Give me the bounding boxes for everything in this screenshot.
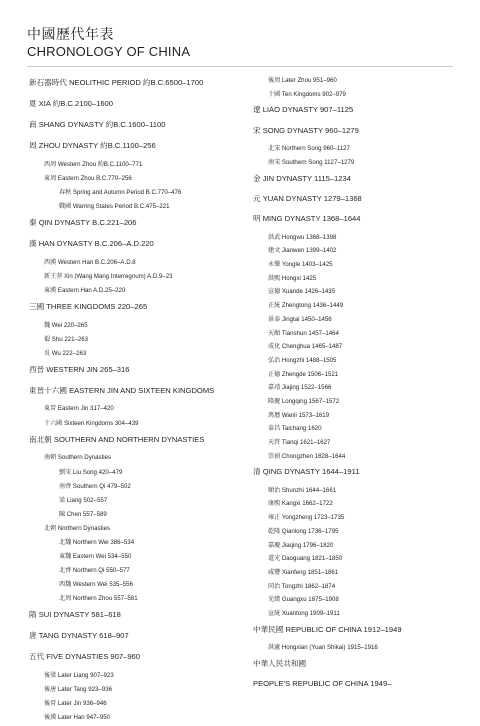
period-entry: 光緒 Guangxu 1875–1908 xyxy=(268,596,339,604)
period-entry: 吳 Wu 222–263 xyxy=(44,349,87,357)
period-entry: 後漢 Later Han 947–950 xyxy=(44,713,111,721)
period-entry: 順治 Shunzhi 1644–1661 xyxy=(268,486,337,494)
period-entry: 東魏 Eastern Wei 534–550 xyxy=(59,552,132,560)
dynasty-heading: 金 JIN DYNASTY 1115–1234 xyxy=(253,173,351,183)
period-entry: 正統 Zhengtong 1436–1449 xyxy=(268,302,344,310)
period-entry: 洪憲 Hongxian (Yuan Shikai) 1915–1916 xyxy=(268,644,378,652)
period-entry: 萬曆 Wanli 1573–1619 xyxy=(268,411,330,419)
period-entry: 戰國 Warring States Period B.C.475–221 xyxy=(59,202,170,210)
period-entry: 同治 Tongzhi 1862–1874 xyxy=(268,582,336,590)
period-entry: 雍正 Yongzheng 1723–1735 xyxy=(268,514,345,522)
dynasty-heading: 中華人民共和國 xyxy=(253,658,307,668)
dynasty-heading: 五代 FIVE DYNASTIES 907–960 xyxy=(29,651,140,661)
period-entry: 北朝 Northern Dynasties xyxy=(44,524,111,532)
period-entry: 道光 Daoguang 1821–1850 xyxy=(268,555,343,563)
dynasty-heading: 隋 SUI DYNASTY 581–618 xyxy=(29,609,121,619)
period-entry: 成化 Chenghua 1465–1487 xyxy=(268,343,343,351)
period-entry: 建文 Jianwen 1399–1402 xyxy=(268,247,337,255)
period-entry: 北宋 Northern Song 960–1127 xyxy=(268,145,350,153)
period-entry: 魏 Wei 220–265 xyxy=(44,321,88,329)
period-entry: 東周 Eastern Zhou B.C.770–256 xyxy=(44,174,132,182)
period-entry: 洪熙 Hongxi 1425 xyxy=(268,274,317,282)
period-entry: 蜀 Shu 221–263 xyxy=(44,335,89,343)
period-entry: 劉宋 Liu Song 420–479 xyxy=(59,468,123,476)
period-entry: 新王莽 Xin (Wang Mang Interregnum) A.D.9–23 xyxy=(44,272,173,280)
period-entry: 梁 Liang 502–557 xyxy=(59,496,108,504)
period-entry: 咸豐 Xianfeng 1851–1861 xyxy=(268,568,339,576)
dynasty-heading: 周 ZHOU DYNASTY 約B.C.1100–256 xyxy=(29,140,156,150)
dynasty-heading: 秦 QIN DYNASTY B.C.221–206 xyxy=(29,217,137,227)
period-entry: 南齊 Southern Qi 479–502 xyxy=(59,482,131,490)
chronology-left-column xyxy=(29,75,243,726)
dynasty-heading: 新石器時代 NEOLITHIC PERIOD 約B.C.6500–1700 xyxy=(29,78,204,87)
period-entry: 崇禎 Chongzhen 1628–1644 xyxy=(268,452,346,460)
period-entry: 正德 Zhengde 1506–1521 xyxy=(268,370,339,378)
title-divider xyxy=(27,66,453,67)
dynasty-heading: 漢 HAN DYNASTY B.C.206–A.D.220 xyxy=(29,238,154,248)
period-entry: 北齊 Northern Qi 550–577 xyxy=(59,566,130,574)
dynasty-heading: PEOPLE’S REPUBLIC OF CHINA 1949– xyxy=(253,679,392,689)
dynasty-heading: 中華民國 REPUBLIC OF CHINA 1912–1949 xyxy=(253,624,402,634)
period-entry: 北魏 Northern Wei 386–534 xyxy=(59,538,135,546)
period-entry: 東漢 Eastern Han A.D.25–220 xyxy=(44,286,126,294)
period-entry: 景泰 Jingtai 1450–1456 xyxy=(268,315,332,323)
dynasty-heading: 清 QING DYNASTY 1644–1911 xyxy=(253,467,360,477)
period-entry: 北周 Northern Zhou 557–581 xyxy=(59,594,138,602)
period-entry: 宣統 Xuantong 1909–1911 xyxy=(268,609,340,617)
period-entry: 春秋 Spring and Autumn Period B.C.770–476 xyxy=(59,188,182,196)
period-entry: 南朝 Southern Dynasties xyxy=(44,454,112,462)
period-entry: 西魏 Western Wei 535–556 xyxy=(59,580,133,588)
dynasty-heading: 元 YUAN DYNASTY 1279–1368 xyxy=(253,193,362,203)
period-entry: 康熙 Kangxi 1662–1722 xyxy=(268,500,333,508)
period-entry: 隆慶 Longqing 1567–1572 xyxy=(268,397,340,405)
page-title-chinese: 中國歷代年表 xyxy=(27,26,114,42)
dynasty-heading: 唐 TANG DYNASTY 618–907 xyxy=(29,630,129,640)
chronology-right-column xyxy=(253,75,473,697)
period-entry: 陳 Chen 557–589 xyxy=(59,510,107,518)
period-entry: 十六國 Sixteen Kingdoms 304–439 xyxy=(44,419,139,427)
period-entry: 後周 Later Zhou 951–960 xyxy=(268,77,337,84)
period-entry: 嘉靖 Jiajing 1522–1566 xyxy=(268,384,332,392)
period-entry: 弘治 Hongzhi 1488–1505 xyxy=(268,356,337,364)
dynasty-heading: 西晉 WESTERN JIN 265–316 xyxy=(29,364,130,374)
page-title-english: CHRONOLOGY OF CHINA xyxy=(27,44,191,59)
period-entry: 宣德 Xuande 1426–1435 xyxy=(268,288,336,296)
dynasty-heading: 三國 THREE KINGDOMS 220–265 xyxy=(29,301,148,311)
period-entry: 後唐 Later Tang 923–936 xyxy=(44,685,112,693)
dynasty-heading: 明 MING DYNASTY 1368–1644 xyxy=(253,214,361,224)
dynasty-heading: 宋 SONG DYNASTY 960–1279 xyxy=(253,125,359,135)
period-entry: 泰昌 Taichang 1620 xyxy=(268,425,322,433)
period-entry: 南宋 Southern Song 1127–1279 xyxy=(268,158,355,166)
dynasty-heading: 東晉十六國 EASTERN JIN AND SIXTEEN KINGDOMS xyxy=(29,385,215,395)
period-entry: 嘉慶 Jiaqing 1796–1820 xyxy=(268,541,334,549)
period-entry: 天啓 Tianqi 1621–1627 xyxy=(268,439,331,447)
period-entry: 十國 Ten Kingdoms 902–979 xyxy=(268,90,346,98)
dynasty-heading: 遼 LIAO DYNASTY 907–1125 xyxy=(253,105,354,115)
period-entry: 西周 Western Zhou 約B.C.1100–771 xyxy=(44,160,143,168)
period-entry: 永樂 Yongle 1403–1425 xyxy=(268,261,333,269)
period-entry: 東晉 Eastern Jin 317–420 xyxy=(44,405,114,413)
period-entry: 天順 Tianshun 1457–1464 xyxy=(268,329,339,337)
period-entry: 洪武 Hongwu 1368–1398 xyxy=(268,233,337,241)
dynasty-heading: 夏 XIA 約B.C.2100–1600 xyxy=(29,98,114,108)
period-entry: 後晉 Later Jin 936–946 xyxy=(44,699,107,707)
period-entry: 西漢 Western Han B.C.206–A.D.8 xyxy=(44,258,136,266)
dynasty-heading: 商 SHANG DYNASTY 約B.C.1600–1100 xyxy=(29,119,166,129)
period-entry: 乾隆 Qianlong 1736–1795 xyxy=(268,527,339,535)
dynasty-heading: 南北朝 SOUTHERN AND NORTHERN DYNASTIES xyxy=(29,434,205,444)
period-entry: 後梁 Later Liang 907–923 xyxy=(44,671,114,679)
